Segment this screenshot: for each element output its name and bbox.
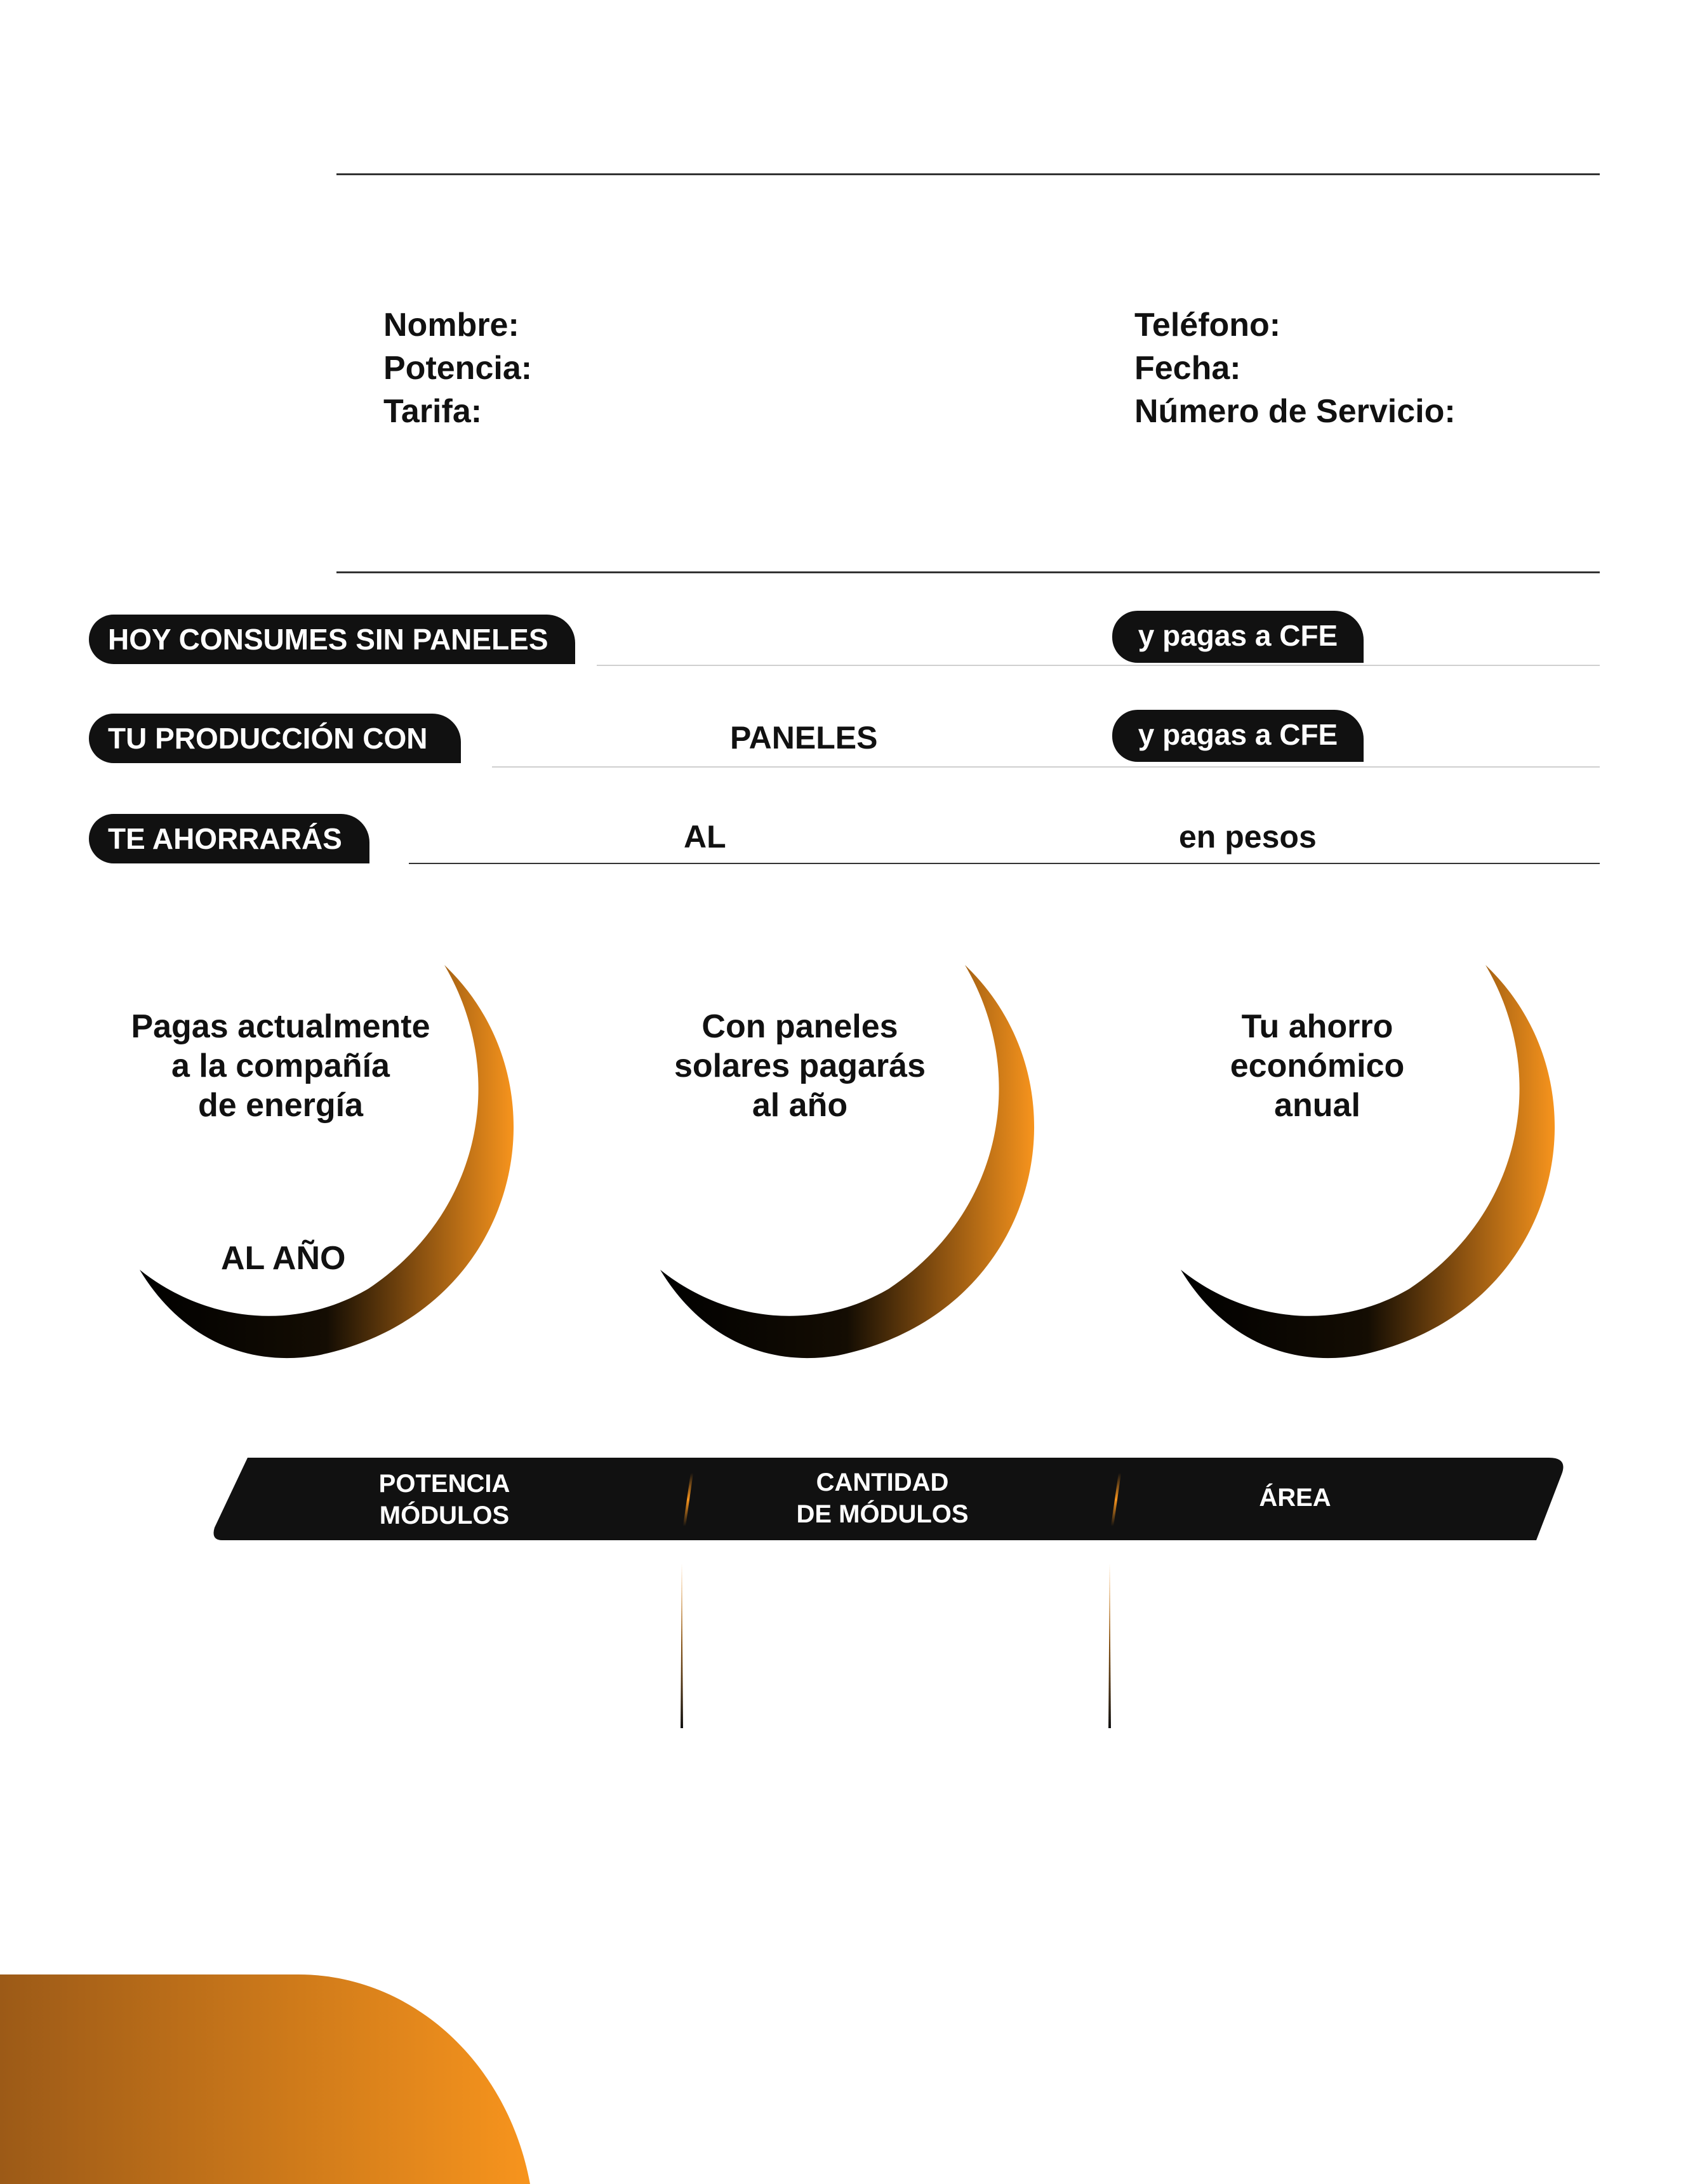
consumption-label: HOY CONSUMES SIN PANELES [89, 615, 575, 664]
production-label: TU PRODUCCIÓN CON [89, 714, 461, 763]
moon-3-title-line: Tu ahorro [1241, 1008, 1393, 1045]
moon-2-title-line: Con paneles [701, 1008, 898, 1045]
label-nombre: Nombre: [383, 307, 519, 343]
moon-1-title-line: Pagas actualmente [131, 1008, 430, 1045]
band-area [1219, 1482, 1371, 1514]
moon-2-title-line: al año [752, 1087, 848, 1124]
production-cfe-badge: y pagas a CFE [1112, 710, 1364, 762]
production-paneles: PANELES [730, 720, 878, 756]
label-telefono: Teléfono: [1134, 307, 1281, 343]
savings-en-pesos: en pesos [1179, 819, 1317, 855]
production-line [492, 766, 1600, 768]
moon-3-title-line: anual [1274, 1087, 1360, 1124]
band-cantidad-modulos [774, 1467, 990, 1530]
savings-line [409, 863, 1600, 864]
top-divider [336, 173, 1600, 175]
moon-1-footer: AL AÑO [221, 1240, 346, 1277]
label-tarifa: Tarifa: [383, 393, 482, 430]
label-potencia: Potencia: [383, 350, 533, 387]
moon-1-title-line: de energía [197, 1087, 364, 1124]
band-label-line: DE MÓDULOS [796, 1500, 969, 1528]
band-label-line: MÓDULOS [379, 1502, 510, 1529]
savings-label: TE AHORRARÁS [89, 814, 369, 863]
column-divider-1 [678, 1563, 686, 1728]
consumption-line [597, 665, 1600, 666]
band-label-line: ÁREA [1259, 1484, 1331, 1512]
moon-1-title [90, 1007, 471, 1125]
column-divider-2 [1106, 1563, 1113, 1728]
savings-al: AL [684, 819, 726, 855]
moon-3-title [1127, 1007, 1508, 1125]
band-label-line: POTENCIA [378, 1470, 510, 1498]
band-label-line: CANTIDAD [816, 1468, 949, 1496]
corner-decoration [0, 1974, 533, 2184]
info-divider [336, 571, 1600, 573]
moon-2-title [609, 1007, 990, 1125]
band-potencia-modulos [356, 1468, 533, 1531]
consumption-cfe-badge: y pagas a CFE [1112, 611, 1364, 663]
moon-2-title-line: solares pagarás [674, 1048, 926, 1084]
label-numero-servicio: Número de Servicio: [1134, 393, 1456, 430]
moon-3-title-line: económico [1230, 1048, 1405, 1084]
label-fecha: Fecha: [1134, 350, 1241, 387]
moon-1-title-line: a la compañía [171, 1048, 390, 1084]
